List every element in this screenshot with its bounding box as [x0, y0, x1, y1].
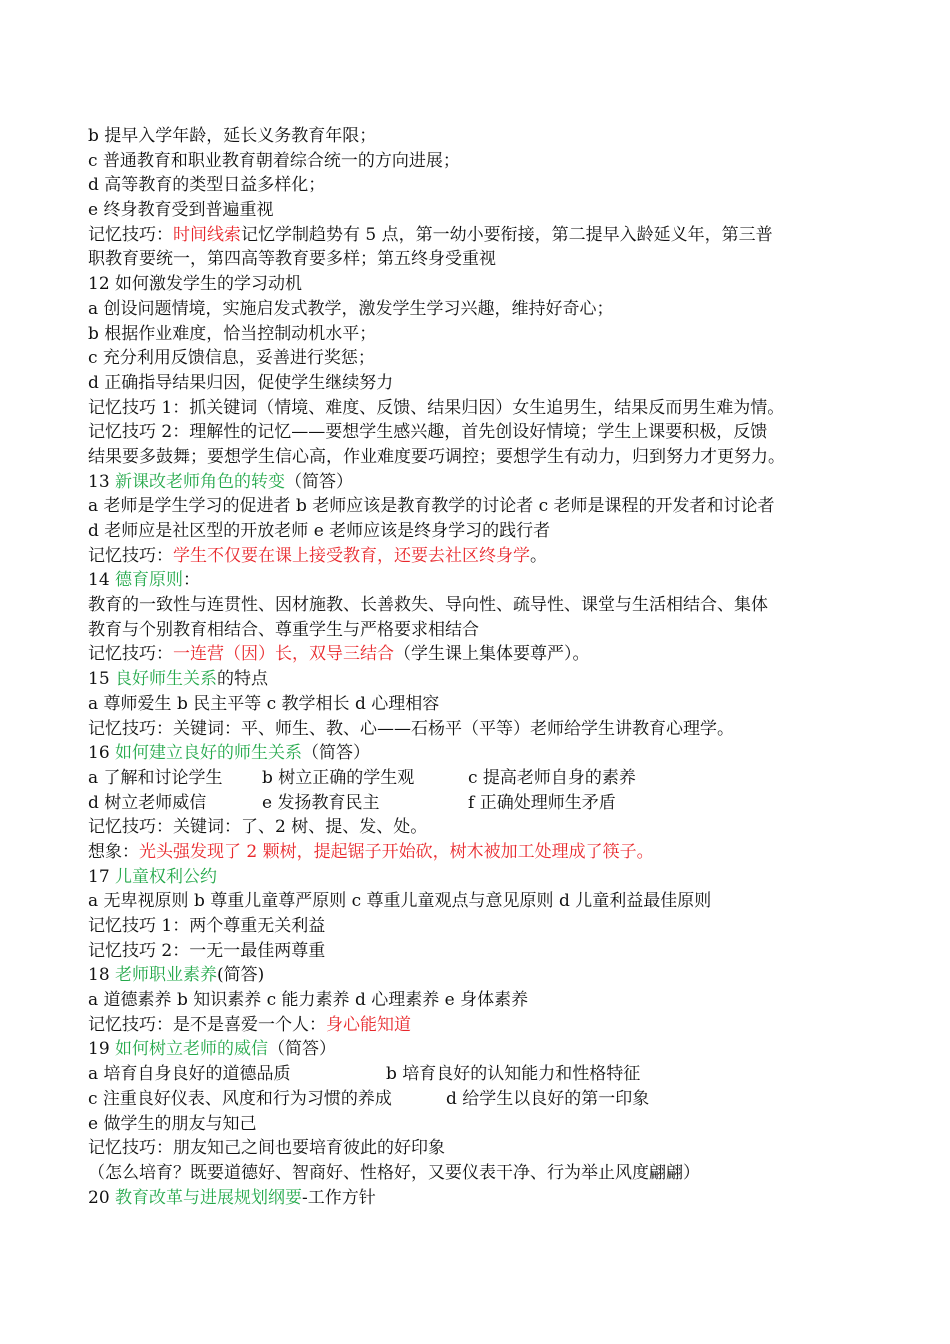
section-number: 16 — [88, 743, 116, 764]
tip-label: 记忆技巧： — [88, 224, 173, 245]
columns-row-1 — [88, 766, 878, 791]
memory-tip-line — [88, 642, 878, 667]
section-heading-16 — [88, 741, 878, 766]
section-heading-17 — [88, 865, 878, 890]
list-item-c-education-integration: c 普通教育和职业教育朝着综合统一的方向进展； — [88, 150, 460, 171]
section-number: 20 — [88, 1187, 116, 1208]
memory-tip-1: 记忆技巧 1：两个尊重无关利益 — [88, 916, 326, 936]
memory-tip-2: 记忆技巧 2：理解性的记忆——要想学生感兴趣，首先创设好情境；学生上课要积极，反馈 — [88, 422, 768, 443]
tip-label: 想象： — [88, 841, 139, 862]
column-item: a 了解和讨论学生 — [88, 767, 223, 788]
column-item: d 树立老师威信 — [88, 792, 207, 813]
highlight-red-punct: 。 — [636, 841, 654, 862]
memory-tip-2: 记忆技巧 2：一无一最佳两尊重 — [88, 940, 326, 961]
section-number: 19 — [88, 1039, 116, 1060]
moral-principles-line-1: 教育的一致性与连贯性、因材施教、长善救失、导向性、疏导性、课堂与生活相结合、集体 — [88, 595, 768, 616]
section-title-green: 如何树立老师的威信 — [115, 1039, 269, 1060]
memory-tip-2-continuation: 结果要多鼓舞；要想学生信心高，作业难度要巧调控；要想学生有动力，归到努力才更努力。 — [88, 446, 785, 467]
tip-label: 记忆技巧：是不是喜爱一个人： — [88, 1014, 326, 1035]
columns-row-2 — [88, 791, 878, 816]
tip-text: 记忆学制趋势有 5 点，第一幼小要衔接，第二提早入龄延义年，第三普 — [241, 224, 773, 245]
memory-tip-line — [88, 1013, 878, 1038]
columns-row-2 — [88, 1087, 878, 1112]
section-heading-20 — [88, 1186, 878, 1211]
section-heading-19 — [88, 1037, 878, 1062]
column-item: a 培育自身良好的道德品质 — [88, 1064, 291, 1085]
section-suffix: -工作方针 — [302, 1187, 376, 1208]
section-heading-15 — [88, 667, 878, 692]
memory-tip-line — [88, 544, 878, 569]
list-item-d-higher-education: d 高等教育的类型日益多样化； — [88, 175, 326, 196]
section-title-green: 教育改革与进展规划纲要 — [115, 1187, 303, 1208]
teacher-roles-line-1: a 老师是学生学习的促进者 b 老师应该是教育教学的讨论者 c 老师是课程的开发者和讨论者 — [88, 496, 775, 517]
list-item-b-entrance-age: b 提早入学年龄，延长义务教育年限； — [88, 126, 377, 146]
list-item-a-problem-situation: a 创设问题情境，实施启发式教学，激发学生学习兴趣，维持好奇心； — [88, 298, 614, 319]
columns-row-1 — [88, 1062, 878, 1087]
column-item: e 发扬教育民主 — [262, 792, 380, 813]
tip-label: 记忆技巧： — [88, 545, 173, 566]
tip-text: 。 — [530, 545, 547, 566]
memory-tip: 记忆技巧：关键词：了、2 树、提、发、处。 — [88, 817, 428, 838]
section-heading-14 — [88, 568, 878, 593]
section-title-green: 如何建立良好的师生关系 — [115, 743, 303, 764]
moral-principles-line-2: 教育与个别教育相结合、尊重学生与严格要求相结合 — [88, 619, 479, 640]
section-heading-12: 12 如何激发学生的学习动机 — [88, 274, 303, 295]
convention-principles: a 无卑视原则 b 尊重儿童尊严原则 c 尊重儿童观点与意见原则 d 儿童利益最佳原则 — [88, 891, 712, 912]
tip-text: （学生课上集体要尊严）。 — [394, 644, 590, 665]
column-item: b 培育良好的认知能力和性格特征 — [386, 1064, 641, 1085]
section-number: 14 — [88, 570, 116, 591]
highlight-red: 一连营（因）长，双导三结合 — [173, 644, 394, 665]
literacy-items: a 道德素养 b 知识素养 c 能力素养 d 心理素养 e 身体素养 — [88, 990, 529, 1011]
column-item: d 给学生以良好的第一印象 — [446, 1088, 650, 1109]
list-item-c-feedback: c 充分利用反馈信息，妥善进行奖惩； — [88, 348, 375, 369]
column-item: f 正确处理师生矛盾 — [468, 792, 616, 813]
section-number: 15 — [88, 669, 116, 690]
section-number: 18 — [88, 965, 116, 986]
memory-tip: 记忆技巧：朋友知己之间也要培育彼此的好印象 — [88, 1138, 445, 1159]
section-suffix: （简答） — [268, 1039, 337, 1060]
section-suffix: 的特点 — [217, 669, 269, 690]
memory-tip-continuation: 职教育要统一，第四高等教育要多样；第五终身受重视 — [88, 249, 496, 270]
section-title-green: 新课改老师角色的转变 — [115, 471, 286, 492]
section-number: 17 — [88, 866, 116, 887]
column-item: c 注重良好仪表、风度和行为习惯的养成 — [88, 1088, 392, 1109]
tip-label: 记忆技巧： — [88, 644, 173, 665]
list-item-e-friend: e 做学生的朋友与知己 — [88, 1113, 257, 1134]
relationship-features: a 尊师爱生 b 民主平等 c 教学相长 d 心理相容 — [88, 693, 440, 714]
section-title-green: 德育原则 — [115, 570, 184, 591]
highlight-red: 学生不仅要在课上接受教育，还要去社区终身学 — [173, 545, 530, 566]
column-item: c 提高老师自身的素养 — [468, 767, 636, 788]
section-heading-13 — [88, 470, 878, 495]
teacher-roles-line-2: d 老师应是社区型的开放老师 e 老师应该是终身学习的践行者 — [88, 521, 551, 541]
list-item-b-difficulty: b 根据作业难度，恰当控制动机水平； — [88, 323, 377, 344]
document-body — [88, 124, 878, 1210]
section-title-green: 良好师生关系 — [115, 669, 218, 690]
section-heading-18 — [88, 963, 878, 988]
section-title-green: 儿童权利公约 — [115, 866, 218, 887]
memory-tip-line — [88, 223, 878, 248]
imagination-line — [88, 840, 878, 865]
highlight-red: 身心能知道 — [326, 1014, 411, 1035]
list-item-d-attribution: d 正确指导结果归因，促使学生继续努力 — [88, 372, 394, 393]
section-number: 13 — [88, 471, 116, 492]
memory-tip: 记忆技巧：关键词：平、师生、教、心——石杨平（平等）老师给学生讲教育心理学。 — [88, 718, 734, 739]
memory-tip-explanation: （怎么培育？既要道德好、智商好、性格好，又要仪表干净、行为举止风度翩翩） — [88, 1162, 700, 1183]
column-item: b 树立正确的学生观 — [262, 767, 415, 788]
section-suffix: ： — [183, 570, 201, 591]
section-suffix: (简答) — [217, 965, 265, 986]
highlight-red: 时间线索 — [173, 224, 241, 245]
section-suffix: （简答） — [285, 471, 354, 492]
list-item-e-lifelong-education: e 终身教育受到普遍重视 — [88, 200, 274, 221]
section-suffix: （简答） — [302, 743, 371, 764]
highlight-red: 光头强发现了 2 颗树，提起锯子开始砍，树木被加工处理成了筷子 — [139, 841, 637, 862]
memory-tip-1: 记忆技巧 1：抓关键词（情境、难度、反馈、结果归因）女生追男生，结果反而男生难为情。 — [88, 397, 785, 418]
section-title-green: 老师职业素养 — [115, 965, 218, 986]
